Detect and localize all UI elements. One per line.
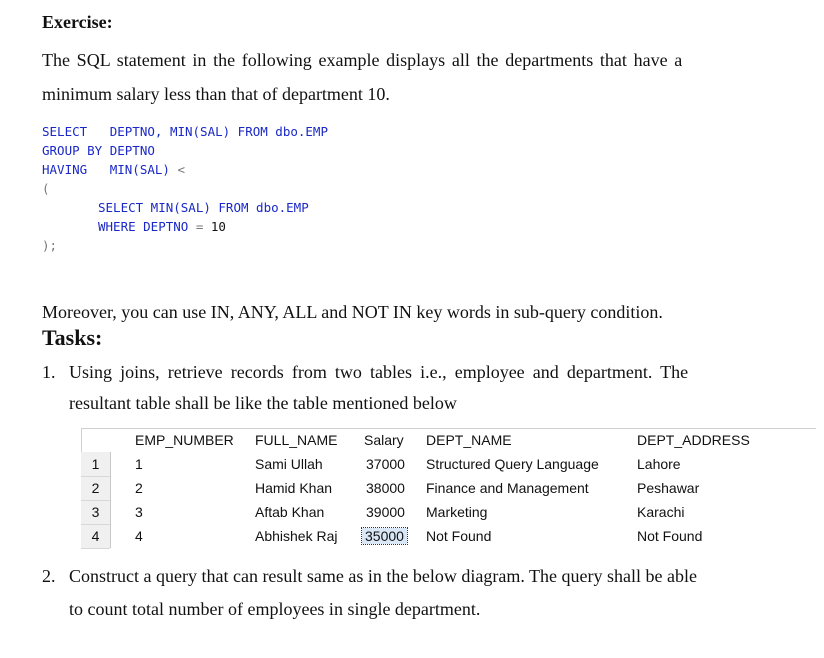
table-cell[interactable]: Structured Query Language xyxy=(426,456,599,472)
table-cell[interactable]: 1 xyxy=(135,456,143,472)
column-header-full-name[interactable]: FULL_NAME xyxy=(255,432,338,448)
table-cell[interactable]: 2 xyxy=(135,480,143,496)
sql-code-block xyxy=(42,122,328,255)
exercise-heading: Exercise: xyxy=(42,12,113,32)
table-cell[interactable]: Aftab Khan xyxy=(255,504,325,520)
table-cell[interactable]: Not Found xyxy=(637,528,703,544)
table-cell[interactable]: Sami Ullah xyxy=(255,456,323,472)
selected-salary-value[interactable]: 35000 xyxy=(362,528,407,544)
column-header-salary[interactable]: Salary xyxy=(364,432,404,448)
column-header-dept-address[interactable]: DEPT_ADDRESS xyxy=(637,432,750,448)
table-cell[interactable]: 39000 xyxy=(366,504,405,520)
task-1-number: 1. xyxy=(42,362,56,382)
table-cell[interactable]: 4 xyxy=(135,528,143,544)
row-number-column xyxy=(81,452,111,548)
moreover-text: Moreover, you can use IN, ANY, ALL and NOT IN key words in sub-query condition. xyxy=(42,302,663,322)
task-1-line-1: Using joins, retrieve records from two tables i.e., employee and department. The xyxy=(69,362,689,382)
table-cell[interactable]: Lahore xyxy=(637,456,681,472)
code-line-5 xyxy=(42,198,328,217)
table-cell[interactable]: 38000 xyxy=(366,480,405,496)
table-cell[interactable]: Marketing xyxy=(426,504,488,520)
close-paren-semicolon: ); xyxy=(42,238,58,253)
less-than-operator: < xyxy=(177,162,186,177)
having-expression: MIN(SAL) xyxy=(109,162,170,177)
task-2-line-2: to count total number of employees in single department. xyxy=(69,599,481,619)
task-1-line-2: resultant table shall be like the table mentioned below xyxy=(69,393,457,413)
task-2-line-1: Construct a query that can result same as in the below diagram. The query shall be able xyxy=(69,566,697,586)
table-cell[interactable]: Not Found xyxy=(426,528,492,544)
where-clause: WHERE DEPTNO xyxy=(98,219,189,234)
table-cell[interactable]: Peshawar xyxy=(637,480,700,496)
row-number[interactable]: 3 xyxy=(81,500,110,525)
dept-number-literal: 10 xyxy=(210,219,226,234)
column-header-emp-number[interactable]: EMP_NUMBER xyxy=(135,432,234,448)
group-by-clause: GROUP BY DEPTNO xyxy=(42,143,155,158)
row-number[interactable]: 2 xyxy=(81,476,110,501)
intro-line-2: minimum salary less than that of department 10. xyxy=(42,84,390,104)
task-2-number: 2. xyxy=(42,566,56,586)
code-line-6 xyxy=(42,217,328,236)
row-number[interactable]: 4 xyxy=(81,524,110,549)
select-keyword: SELECT xyxy=(42,124,88,139)
code-line-3 xyxy=(42,160,328,179)
column-header-dept-name[interactable]: DEPT_NAME xyxy=(426,432,512,448)
tasks-heading: Tasks: xyxy=(42,325,103,350)
row-number[interactable]: 1 xyxy=(81,452,110,477)
table-cell[interactable]: Karachi xyxy=(637,504,685,520)
code-line-4 xyxy=(42,179,328,198)
code-line-2 xyxy=(42,141,328,160)
table-cell[interactable]: Finance and Management xyxy=(426,480,589,496)
table-cell[interactable]: 3 xyxy=(135,504,143,520)
open-paren: ( xyxy=(42,181,50,196)
subquery-select: SELECT MIN(SAL) FROM dbo.EMP xyxy=(98,200,309,215)
result-grid xyxy=(81,428,816,548)
table-cell-selected[interactable] xyxy=(362,524,407,548)
having-keyword: HAVING xyxy=(42,162,88,177)
code-line-1-rest: DEPTNO, MIN(SAL) FROM dbo.EMP xyxy=(109,124,328,139)
code-line-1 xyxy=(42,122,328,141)
table-cell[interactable]: Hamid Khan xyxy=(255,480,333,496)
table-cell[interactable]: 37000 xyxy=(366,456,405,472)
code-line-7 xyxy=(42,236,328,255)
intro-line-1: The SQL statement in the following example displays all the departments that have a xyxy=(42,50,683,70)
table-cell[interactable]: Abhishek Raj xyxy=(255,528,338,544)
equals-operator: = xyxy=(195,219,204,234)
